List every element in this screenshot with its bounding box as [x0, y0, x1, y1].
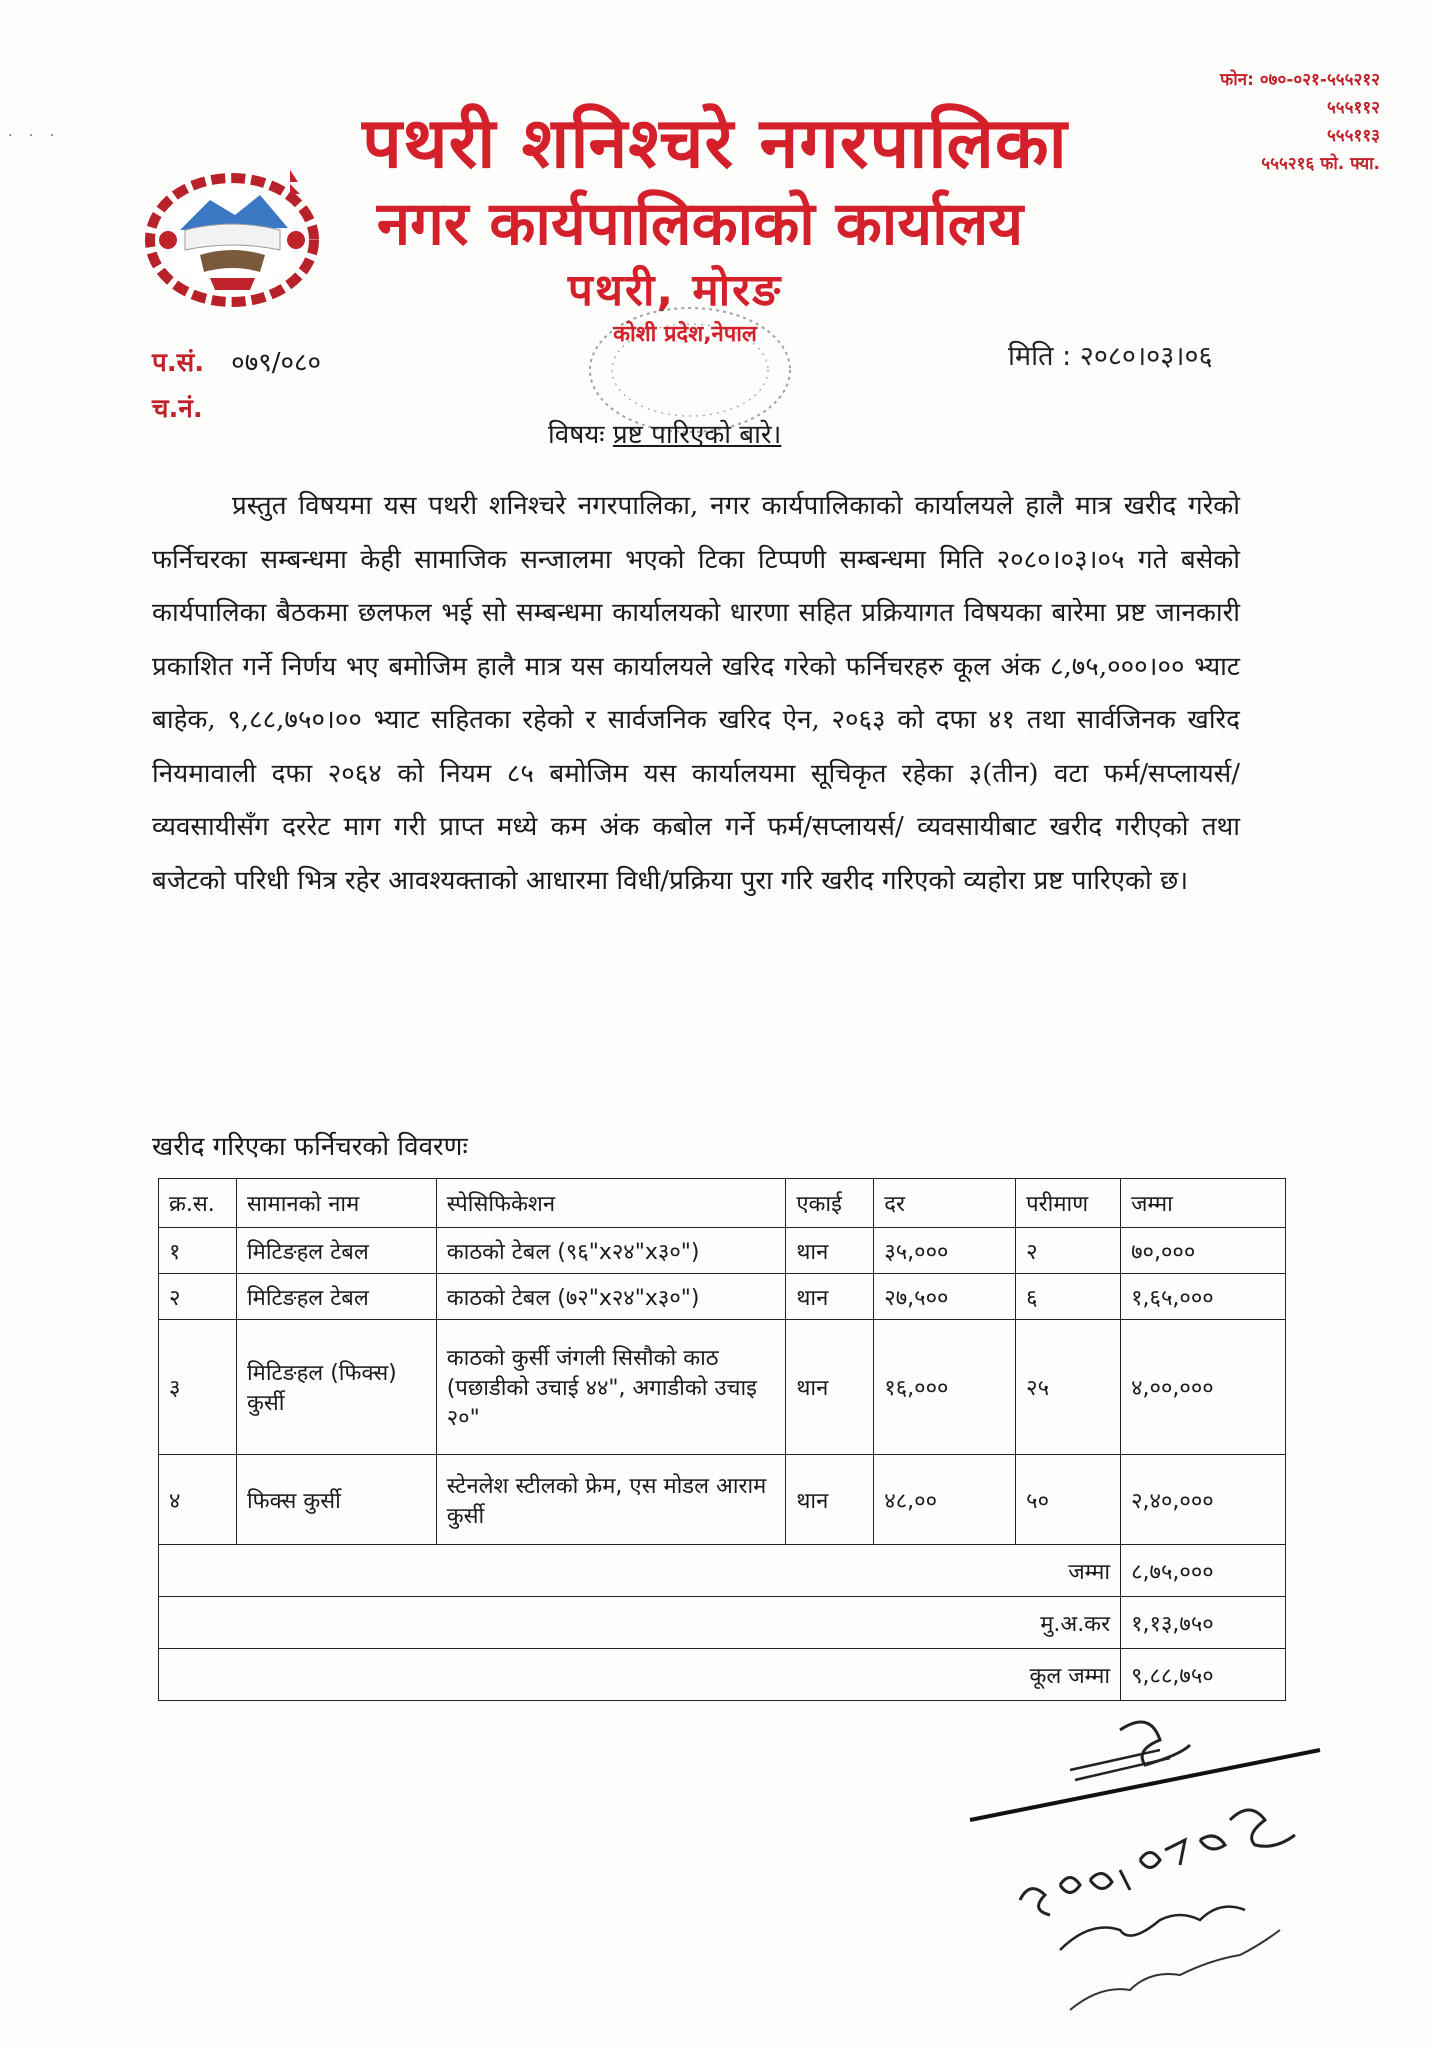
ps-label: प.सं. — [152, 348, 205, 378]
signature-icon — [960, 1710, 1360, 2040]
cell-total: ४,००,००० — [1121, 1320, 1286, 1455]
header-total: जम्मा — [1121, 1179, 1286, 1228]
cell-sn: १ — [159, 1228, 237, 1274]
cell-sn: ३ — [159, 1320, 237, 1455]
cell-qty: २५ — [1016, 1320, 1121, 1455]
cell-unit: थान — [786, 1228, 874, 1274]
cell-qty: ६ — [1016, 1274, 1121, 1320]
cell-unit: थान — [786, 1274, 874, 1320]
table-header-row — [159, 1179, 1286, 1228]
cell-total: २,४०,००० — [1121, 1455, 1286, 1545]
letter-date: मिति : २०८०।०३।०६ — [1008, 341, 1213, 372]
cell-qty: २ — [1016, 1228, 1121, 1274]
header-unit: एकाई — [786, 1179, 874, 1228]
subject-line — [548, 415, 781, 451]
cell-rate: ४८,०० — [874, 1455, 1016, 1545]
cell-item: फिक्स कुर्सी — [236, 1455, 436, 1545]
cell-rate: २७,५०० — [874, 1274, 1016, 1320]
table-row — [159, 1320, 1286, 1455]
cell-sn: ४ — [159, 1455, 237, 1545]
cell-spec: काठको टेबल (९६"x२४"x३०") — [436, 1228, 786, 1274]
header-qty: परीमाण — [1016, 1179, 1121, 1228]
table-title: खरीद गरिएका फर्निचरको विवरणः — [152, 1132, 468, 1162]
contact-numbers — [1080, 66, 1380, 178]
scan-mark: · · · — [8, 128, 61, 144]
subtotal-row — [159, 1545, 1286, 1597]
letterhead-title: पथरी शनिश्चरे नगरपालिका — [362, 102, 1068, 184]
letterhead-subtitle: नगर कार्यपालिकाको कार्यालय — [376, 189, 1024, 259]
cell-item: मिटिङहल (फिक्स) कुर्सी — [236, 1320, 436, 1455]
subject-text: प्रष्ट पारिएको बारे। — [612, 420, 782, 450]
nepal-emblem-icon — [140, 160, 325, 310]
grand-total-row — [159, 1649, 1286, 1701]
cell-spec: स्टेनलेश स्टीलको फ्रेम, एस मोडल आराम कुर्सी — [436, 1455, 786, 1545]
subtotal-label: जम्मा — [159, 1545, 1121, 1597]
header-sn: क्र.स. — [159, 1179, 237, 1228]
phone-line: फोन: ०७०-०२१-५५५२१२ — [1220, 70, 1380, 90]
cell-unit: थान — [786, 1455, 874, 1545]
reference-block — [152, 340, 321, 432]
cell-spec: काठको कुर्सी जंगली सिसौको काठ (पछाडीको उचाई ४४", अगाडीको उचाइ २०" — [436, 1320, 786, 1455]
body-text: प्रस्तुत विषयमा यस पथरी शनिश्चरे नगरपालिका, नगर कार्यपालिकाको कार्यालयले हालै मात्र खरीद गरेको फर्निचरका सम्बन्धमा केही सामाजिक सन्जालमा भएको टिका टिप्पणी सम्बन्धमा मिति २०८०।०३।०५ गते बसेको कार्यपालिका बैठकमा छलफल भई सो सम्बन्धमा कार्यालयको धारणा सहित प्रक्रियागत विषयका बारेमा प्रष्ट जानकारी प्रकाशित गर्ने निर्णय भए बमोजिम हालै मात्र यस कार्यालयले खरिद गरेको फर्निचरहरु कूल अंक ८,७५,०००।०० भ्याट बाहेक, ९,८८,७५०।०० भ्याट सहितका रहेको र सार्वजनिक खरिद ऐन, २०६३ को दफा ४१ तथा सार्वजिनक खरिद नियमावाली दफा २०६४ को नियम ८५ बमोजिम यस कार्यालयमा सूचिकृत रहेका ३(तीन) वटा फर्म/सप्लायर्स/व्यवसायीसँग दररेट माग गरी प्राप्त मध्ये कम अंक कबोल गर्ने फर्म/सप्लायर्स/ व्यवसायीबाट खरीद गरीएको तथा बजेटको परिधी भित्र रहेर आवश्यक्ताको आधारमा विधी/प्रक्रिया पुरा गरि खरीद गरिएको व्यहोरा प्रष्ट पारिएको छ। — [152, 491, 1240, 896]
cell-total: १,६५,००० — [1121, 1274, 1286, 1320]
vat-value: १,१३,७५० — [1121, 1597, 1286, 1649]
furniture-table — [158, 1178, 1286, 1701]
grand-total-value: ९,८८,७५० — [1121, 1649, 1286, 1701]
vat-label: मु.अ.कर — [159, 1597, 1121, 1649]
cell-rate: १६,००० — [874, 1320, 1016, 1455]
table-row — [159, 1274, 1286, 1320]
header-item: सामानको नाम — [236, 1179, 436, 1228]
cell-unit: थान — [786, 1320, 874, 1455]
subtotal-value: ८,७५,००० — [1121, 1545, 1286, 1597]
header-spec: स्पेसिफिकेशन — [436, 1179, 786, 1228]
letterhead-province: कोशी प्रदेश,नेपाल — [613, 322, 757, 347]
cell-sn: २ — [159, 1274, 237, 1320]
grand-total-label: कूल जम्मा — [159, 1649, 1121, 1701]
cell-rate: ३५,००० — [874, 1228, 1016, 1274]
phone-line: ५५५११२ — [1326, 98, 1380, 118]
body-paragraph — [152, 480, 1240, 908]
letterhead-place: पथरी, मोरङ — [567, 265, 783, 316]
cell-qty: ५० — [1016, 1455, 1121, 1545]
table-row — [159, 1455, 1286, 1545]
cell-item: मिटिङहल टेबल — [236, 1228, 436, 1274]
phone-line: ५५५११३ — [1326, 126, 1380, 146]
subject-label: विषयः — [548, 420, 605, 450]
cell-spec: काठको टेबल (७२"x२४"x३०") — [436, 1274, 786, 1320]
cell-item: मिटिङहल टेबल — [236, 1274, 436, 1320]
header-rate: दर — [874, 1179, 1016, 1228]
cn-label: च.नं. — [152, 394, 203, 424]
table-row — [159, 1228, 1286, 1274]
phone-line: ५५५२१६ फो. फ्या. — [1261, 154, 1380, 174]
vat-row — [159, 1597, 1286, 1649]
cell-total: ७०,००० — [1121, 1228, 1286, 1274]
ps-value: ०७९/०८० — [231, 348, 322, 378]
